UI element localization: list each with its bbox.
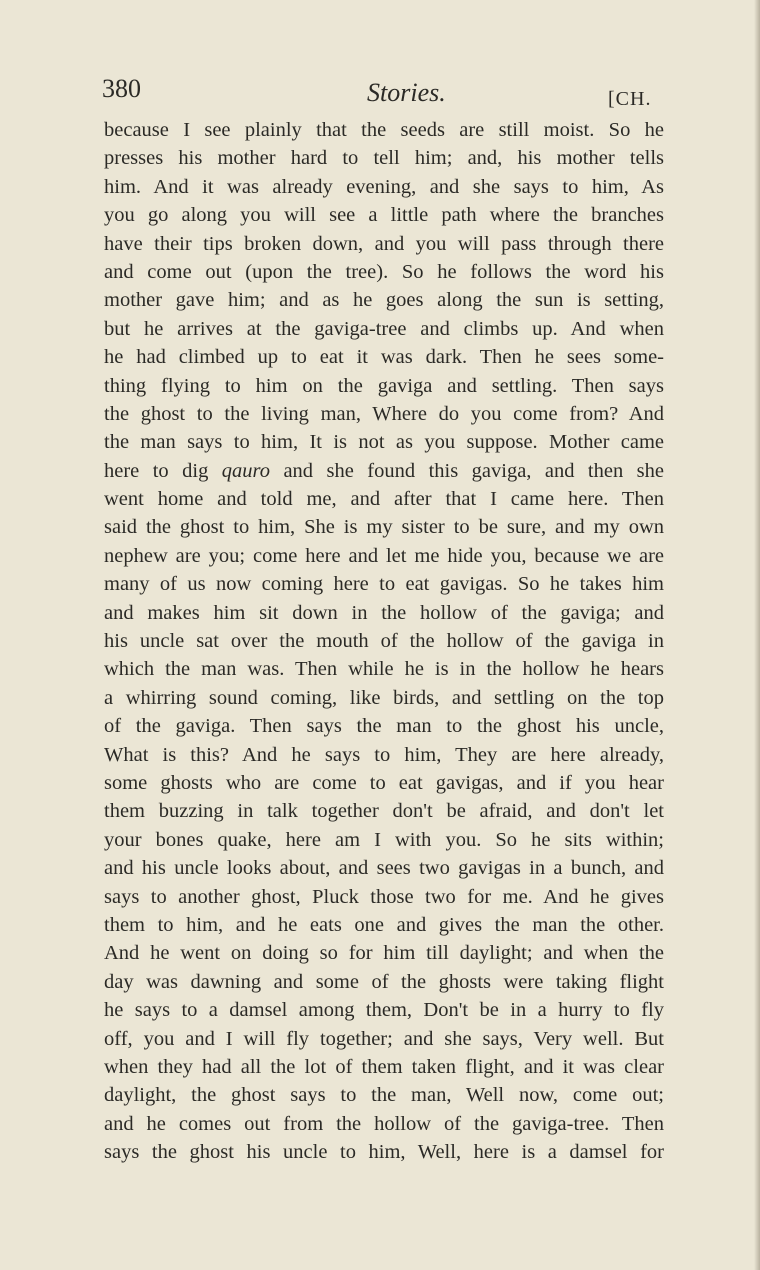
text-line: because I see plainly that the seeds are still moist. So he (104, 119, 664, 141)
text-line: have their tips broken down, and you will pass through there (104, 232, 664, 255)
page-number: 380 (102, 74, 141, 103)
text-line: you go along you will see a little path where the branches (104, 204, 664, 227)
italic-word: qauro (221, 459, 270, 482)
text-line: some ghosts who are come to eat gavigas, and if you hear (104, 771, 664, 794)
text-line: here to dig qauro and she found this gaviga, and then she (104, 459, 664, 482)
text-line: day was dawning and some of the ghosts were taking flight (104, 970, 664, 993)
text-line: says to another ghost, Pluck those two for me. And he gives (104, 885, 664, 908)
text-line: but he arrives at the gaviga-tree and climbs up. And when (104, 317, 664, 340)
text-line: the ghost to the living man, Where do you come from? And (104, 402, 664, 425)
text-line: said the ghost to him, She is my sister to be sure, and my own (104, 516, 664, 539)
text-line: and come out (upon the tree). So he follows the word his (104, 260, 664, 283)
text-line: he had climbed up to eat it was dark. Then he sees some- (104, 346, 664, 369)
text-line: them buzzing in talk together don't be afraid, and don't let (104, 800, 664, 823)
text-line: a whirring sound coming, like birds, and settling on the top (104, 686, 664, 709)
text-line: says the ghost his uncle to him, Well, here is a damsel for (104, 1141, 664, 1164)
text-line: his uncle sat over the mouth of the hollow of the gaviga in (104, 630, 664, 653)
text-line: when they had all the lot of them taken flight, and it was clear (104, 1055, 664, 1078)
text-line: went home and told me, and after that I came here. Then (104, 488, 664, 511)
text-line: nephew are you; come here and let me hide you, because we are (104, 544, 664, 567)
text-line: many of us now coming here to eat gavigas. So he takes him (104, 573, 664, 596)
text-line: And he went on doing so for him till daylight; and when the (104, 942, 664, 965)
text-line: he says to a damsel among them, Don't be in a hurry to fly (104, 999, 664, 1022)
text-line: and he comes out from the hollow of the gaviga-tree. Then (104, 1112, 664, 1135)
page-edge (754, 0, 760, 1270)
text-line: daylight, the ghost says to the man, Well now, come out; (104, 1084, 664, 1107)
chapter-mark: [CH. (608, 88, 652, 110)
text-line: presses his mother hard to tell him; and, his mother tells (104, 147, 664, 170)
text-line: of the gaviga. Then says the man to the ghost his uncle, (104, 715, 664, 738)
page-header (0, 0, 760, 120)
text-line: the man says to him, It is not as you suppose. Mother came (104, 431, 664, 454)
running-title: Stories. (367, 78, 446, 107)
text-line: them to him, and he eats one and gives the man the other. (104, 913, 664, 936)
text-line: your bones quake, here am I with you. So he sits within; (104, 828, 664, 851)
text-line: him. And it was already evening, and she says to him, As (104, 175, 664, 198)
text-line: off, you and I will fly together; and she says, Very well. But (104, 1027, 664, 1050)
text-line: and his uncle looks about, and sees two gavigas in a bunch, and (104, 857, 664, 880)
text-line: mother gave him; and as he goes along the sun is setting, (104, 289, 664, 312)
text-line: which the man was. Then while he is in the hollow he hears (104, 658, 664, 681)
body-text (104, 116, 664, 1166)
text-line: What is this? And he says to him, They are here already, (104, 743, 664, 766)
text-line: thing flying to him on the gaviga and settling. Then says (104, 374, 664, 397)
text-line: and makes him sit down in the hollow of the gaviga; and (104, 601, 664, 624)
